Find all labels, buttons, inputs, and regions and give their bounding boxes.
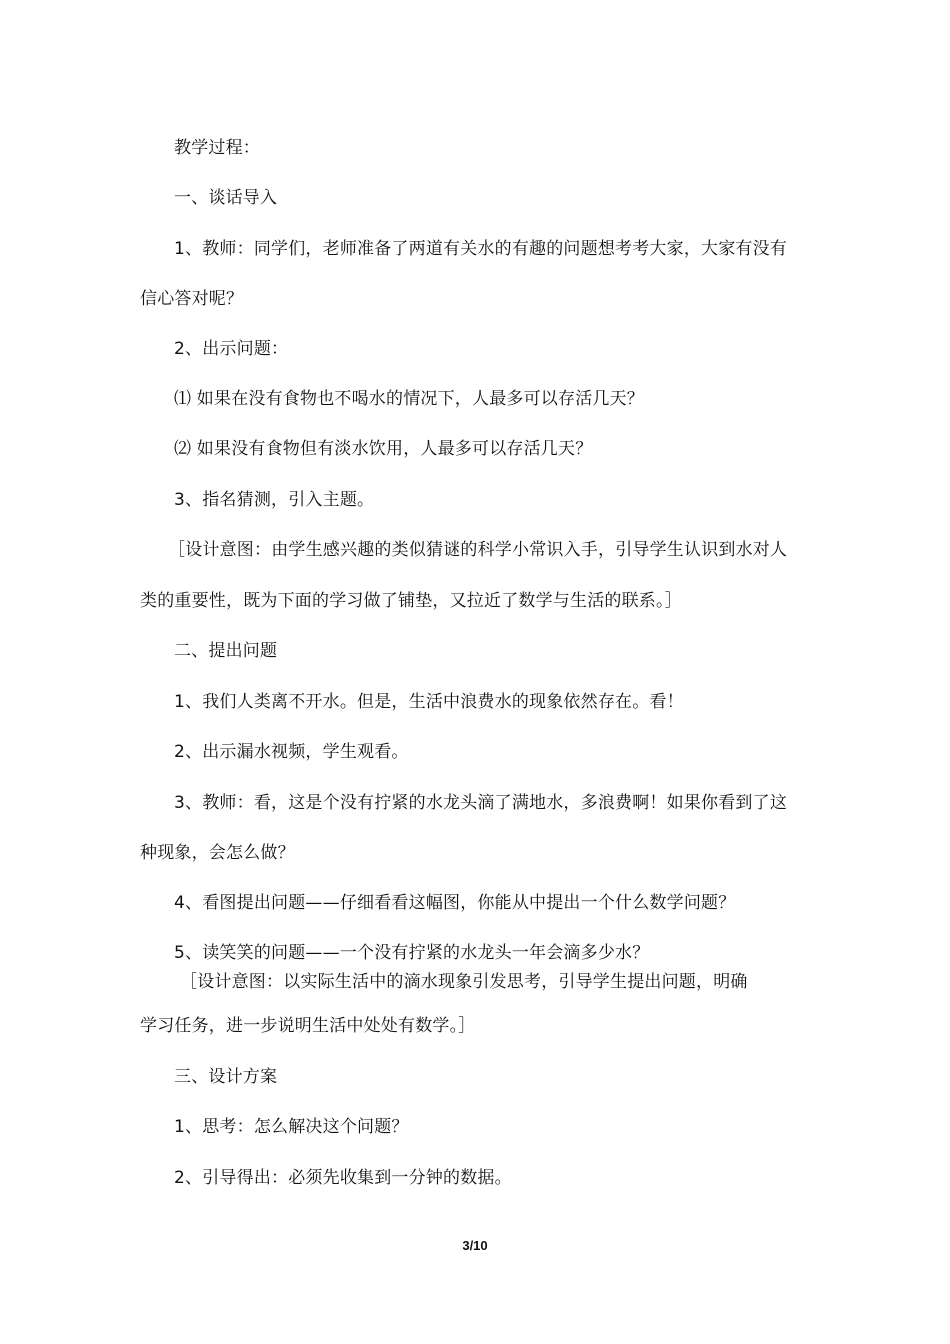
- section-heading-2: 二、提出问题: [174, 641, 278, 661]
- paragraph-line: 1、教师：同学们，老师准备了两道有关水的有趣的问题想考考大家，大家有没有: [174, 239, 788, 259]
- section-heading-3: 三、设计方案: [174, 1067, 278, 1087]
- paragraph-line: 2、出示漏水视频，学生观看。: [174, 742, 409, 762]
- paragraph-line: 3、指名猜测，引入主题。: [174, 490, 375, 510]
- paragraph-line: 信心答对呢？: [140, 289, 244, 309]
- paragraph-line: 4、看图提出问题——仔细看看这幅图，你能从中提出一个什么数学问题？: [174, 893, 736, 913]
- section-heading-1: 一、谈话导入: [174, 188, 278, 208]
- paragraph-line: ⑵ 如果没有食物但有淡水饮用，人最多可以存活几天？: [174, 439, 593, 459]
- design-note-line: 类的重要性，既为下面的学习做了铺垫，又拉近了数学与生活的联系。］: [140, 591, 682, 611]
- paragraph-line: 1、我们人类离不开水。但是，生活中浪费水的现象依然存在。看！: [174, 692, 684, 712]
- paragraph-line: 5、读笑笑的问题——一个没有拧紧的水龙头一年会滴多少水？: [174, 943, 650, 963]
- paragraph-line: 2、引导得出：必须先收集到一分钟的数据。: [174, 1168, 512, 1188]
- page-number: 3/10: [462, 1238, 488, 1253]
- paragraph-line: 种现象，会怎么做？: [140, 843, 295, 863]
- paragraph-line: 3、教师：看，这是个没有拧紧的水龙头滴了满地水，多浪费啊！如果你看到了这: [174, 793, 788, 813]
- section-heading-teaching-process: 教学过程：: [174, 138, 260, 158]
- design-note-line: 学习任务，进一步说明生活中处处有数学。］: [140, 1016, 476, 1036]
- paragraph-line: ⑴ 如果在没有食物也不喝水的情况下，人最多可以存活几天？: [174, 389, 645, 409]
- design-note-line: ［设计意图：以实际生活中的滴水现象引发思考，引导学生提出问题，明确: [180, 972, 748, 992]
- design-note-line: ［设计意图：由学生感兴趣的类似猜谜的科学小常识入手，引导学生认识到水对人: [168, 540, 788, 560]
- paragraph-line: 2、出示问题：: [174, 339, 289, 359]
- paragraph-line: 1、思考：怎么解决这个问题？: [174, 1117, 409, 1137]
